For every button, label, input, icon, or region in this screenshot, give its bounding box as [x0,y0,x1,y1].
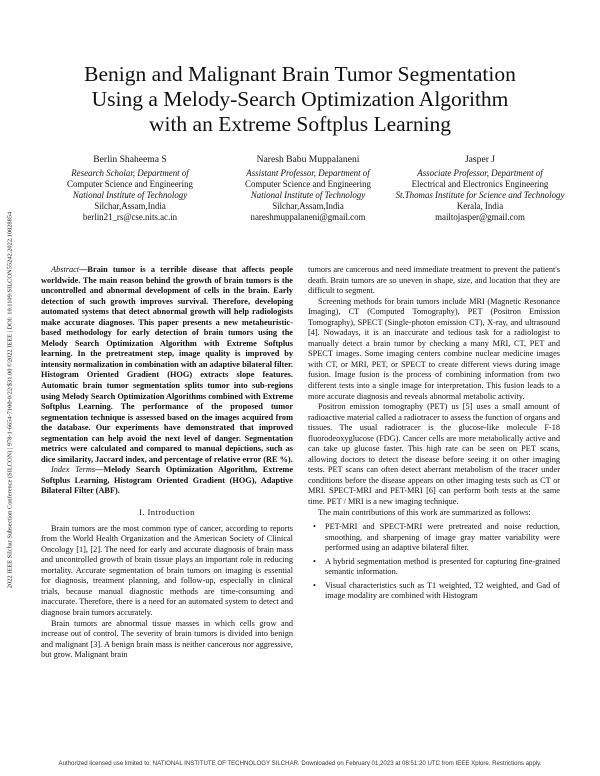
copyright-sidebar [3,150,17,650]
contributions-list [308,522,560,602]
author-role: Associate Professor, Department of [417,167,543,178]
author-name: Jasper J [464,154,496,165]
list-item: • Visual characteristics such as T1 weighted, T2 weighted, and Gad of image modality are combined with Histogram [308,581,560,602]
license-footer: Authorized licensed use limited to: NATIONAL INSTITUTE OF TECHNOLOGY SILCHAR. Downloaded on February 01,2023 at 08:51:20 UTC from IEEE Xplore. Restrictions apply. [58,760,542,767]
author-block [45,155,565,235]
author-dept: Electrical and Electronics Engineering [411,178,549,189]
paragraph: Brain tumors are abnormal tissue masses in which cells grow and increase out of control. The severity of brain tumors is divided into benign and malignant [3]. A benign brain mass is neither cancerous nor aggressive, but grow. Malignant brain [41,618,293,660]
title-line: Benign and Malignant Brain Tumor Segmentation [84,62,516,86]
paragraph: Brain tumors are the most common type of cancer, according to reports from the World Health Organization and the American Society of Clinical Oncology [1], [2]. The need for early and accurate diagnosis of brain mass and uncontrolled growth of brain tissue plays an important role in reducing mortality. Accurate segmentation of brain tumors on imaging is essential for diagnosis, treatment planning, and follow-up, especially in clinical trials, because manual diagnostic methods are time-consuming and inaccurate. Therefore, there is a need for an automated system to detect and diagnose brain tumors accurately. [41,523,293,617]
left-column [41,265,293,661]
paragraph: The main contributions of this work are summarized as follows: [318,507,531,517]
title-line: Using a Melody-Search Optimization Algorithm [91,87,509,111]
author-2 [223,155,393,222]
paragraph: Screening methods for brain tumors include MRI (Magnetic Resonance Imaging), CT (Computed Tomography), PET (Positron Emission Tomography), SPECT (Single-photon emission CT), X-ray, and ultrasound [4]. Nowadays, it is an inaccurate and tedious task for a radiologist to manually detect a brain tumor by checking a many MRI, CT, PET and SPECT images. Some imaging centers combine nuclear medicine images with CT, or MRI, PET, or SPECT to create different views during image fusion. Image fusion is the process of combining information from two different tests into a single image for interpretation. This fusion leads to a more accurate diagnosis and reveals abnormal metabolic activity. [308,296,560,401]
author-email[interactable]: berlin21_rs@cse.nits.ac.in [82,211,178,222]
author-3 [385,155,575,222]
author-email[interactable]: nareshmuppalaneni@gmail.com [250,211,366,222]
paragraph: tumors are cancerous and need immediate treatment to prevent the patient's death. Brain tumors are so uneven in shape, size, and location that they are difficult to segment. [308,265,560,296]
section-heading: I. Introduction [139,507,195,518]
author-dept: Computer Science and Engineering [67,178,193,189]
list-item: • A hybrid segmentation method is presented for capturing fine-grained semantic information. [308,557,560,578]
paragraph: Positron emission tomography (PET) us [5] uses a small amount of radioactive material called a radiotracer to assess the function of organs and tissues. The usual radiotracer is the glucose-like molecule F-18 fluorodeoxyglucose (FDG). Cancer cells are more metabolically active and can take up glucose faster. This high rate can be seen on PET scans, allowing doctors to detect the disease before seeing it on other imaging tests. PET scans can often detect aberrant metabolism of the tracer under conditions before the disease appears on other imaging tests such as CT or MRI. SPECT-MRI and PET-MRI [6] can perform both tests at the same time. PET / MRI is a new imaging technique. [308,402,560,507]
right-column [308,265,560,605]
author-location: Silchar,Assam,India [94,200,166,211]
list-item: • PET-MRI and SPECT-MRI were pretreated and noise reduction, smoothing, and sharpening of image gray matter variability were performed using an adaptive bilateral filter. [308,522,560,554]
author-email[interactable]: mailtojasper@gmail.com [435,211,525,222]
abstract-label: Abstract [51,265,80,274]
copyright-sidebar-text: 2022 IEEE Silchar Subsection Conference (SILCON) | 978-1-6654-7100-0/22/$31.00 ©2022 IEEE | DOI: 10.1109/SILCON55242.2022.10028854 [6,211,14,589]
title-line: with an Extreme Softplus Learning [148,112,452,136]
index-terms [41,465,293,497]
author-location: Silchar,Assam,India [272,200,344,211]
abstract [41,265,293,465]
paper-title [40,62,560,137]
author-role: Assistant Professor, Department of [246,167,370,178]
author-institution: National Institute of Technology [72,189,188,200]
author-1 [45,155,215,222]
index-terms-text: —Melody Search Optimization Algorithm, Extreme Softplus Learning, Histogram Oriented Gradient (HOG), Adaptive Bilateral Filter (ABF). [41,465,294,496]
author-institution: National Institute of Technology [250,189,366,200]
abstract-text: —Brain tumor is a terrible disease that affects people worldwide. The main reason behind the growth of brain tumors is the uncontrolled and abnormal development of cells in the brain. Early detection of such growth improves survival. Therefore, developing automated systems that detect abnormal growth will help radiologists make accurate diagnoses. This paper presents a new metaheuristic-based methodology for early detection of brain tumors using the Melody Search Optimization Algorithm with Extreme Softplus learning. In the pretreatment step, image quality is improved by intensity normalization in combination with an adaptive bilateral filter. Histogram Oriented Gradient (HOG) extracts slope features. Automatic brain tumor segmentation splits tumor into sub-regions using Melody Search Optimization Algorithms combined with Extreme Softplus Learning. The performance of the proposed tumor segmentation technique is assessed based on the images acquired from the database. Our experiments have demonstrated that improved segmentation can help avoid the next level of danger. Segmentation metrics were calculated and compared to manual depictions, such as dice similarity, Jaccard index, and percentage of relative error (RE %). [41,265,293,464]
author-name: Berlin Shaheema S [93,154,167,165]
author-location: Kerala, India [456,200,504,211]
author-role: Research Scholar, Department of [71,167,189,178]
author-name: Naresh Babu Muppalaneni [256,154,360,165]
index-terms-label: Index Terms [51,465,96,475]
author-institution: St.Thomas Institute for Science and Technology [395,189,565,200]
author-dept: Computer Science and Engineering [245,178,371,189]
